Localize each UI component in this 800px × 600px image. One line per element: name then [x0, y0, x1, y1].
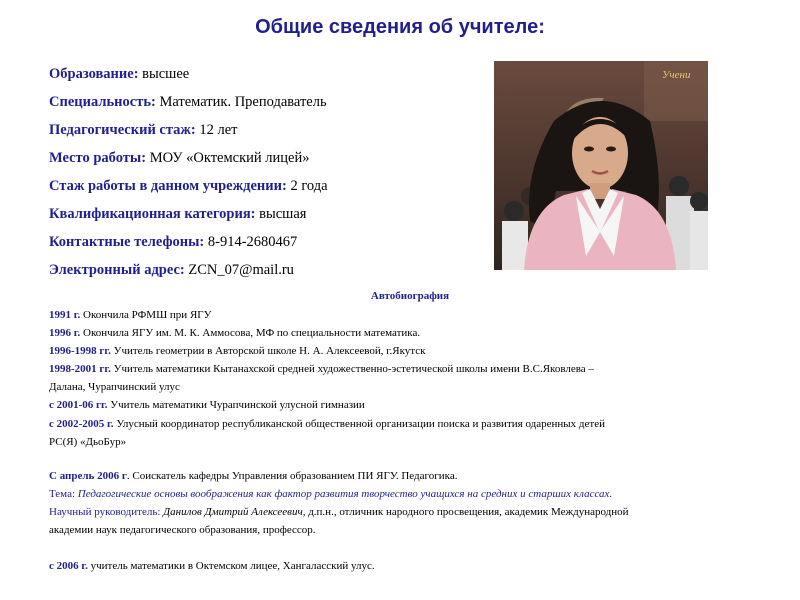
bio-text: Окончила ЯГУ им. М. К. Аммосова, МФ по специальности математика.: [80, 327, 421, 340]
photo-caption: Учени: [662, 69, 691, 81]
info-label: Специальность:: [49, 94, 156, 110]
theme-label: Тема:: [49, 487, 76, 500]
spacer: [49, 539, 769, 557]
info-row-specialty: [49, 92, 479, 120]
info-label: Стаж работы в данном учреждении:: [49, 178, 287, 194]
bio-text: Учитель геометрии в Авторской школе Н. А. Алексеевой, г.Якутск: [110, 345, 426, 358]
info-row-education: [49, 64, 479, 92]
info-label: Электронный адрес:: [49, 262, 185, 278]
advisor-credentials-continued: академии наук педагогического образования, профессор.: [49, 524, 316, 537]
bio-entry: [49, 324, 769, 342]
bio-year: 1996 г.: [49, 327, 81, 340]
bio-year: 1998-2001 гг.: [49, 363, 111, 376]
info-label: Контактные телефоны:: [49, 234, 205, 250]
bio-research-theme: [49, 485, 769, 503]
bio-text: Учитель математики Кытанахской средней художественно-эстетической школы имени В.С.Яковлева –: [110, 363, 594, 376]
bio-year: С апрель 2006 г: [49, 469, 127, 482]
advisor-label: Научный руководитель:: [49, 505, 161, 518]
bio-entry-research: [49, 467, 769, 485]
info-label: Образование:: [49, 66, 139, 82]
bio-entry: [49, 360, 769, 378]
bio-text: РС(Я) «ДьоБур»: [49, 435, 127, 448]
bio-year: с 2002-2005 г.: [49, 417, 114, 430]
bio-entry: [49, 306, 769, 324]
info-row-tenure: [49, 176, 479, 204]
bio-research-advisor: [49, 503, 769, 521]
info-value: 8-914-2680467: [204, 234, 298, 250]
theme-text: Педагогические основы воображения как фактор развития творчество учащихся на средних и старших классах.: [75, 487, 613, 500]
bio-research-advisor-continued: [49, 521, 769, 539]
bio-entry: [49, 396, 769, 414]
portrait-image: [494, 61, 708, 270]
bio-year: с 2001-06 гг.: [49, 399, 108, 412]
advisor-credentials: д.п.н., отличник народного просвещения, академик Международной: [305, 505, 629, 518]
bio-text: Далана, Чурапчинский улус: [49, 381, 180, 394]
info-value: МОУ «Октемский лицей»: [146, 150, 310, 166]
bio-text: Учитель математики Чурапчинской улусной гимназии: [107, 399, 365, 412]
autobiography-heading: Автобиография: [370, 290, 450, 302]
spacer: [49, 451, 769, 467]
info-row-experience: [49, 120, 479, 148]
bio-text: учитель математики в Октемском лицее, Хангаласский улус.: [87, 560, 375, 573]
info-row-category: [49, 204, 479, 232]
info-label: Квалификационная категория:: [49, 206, 256, 222]
bio-entry: [49, 415, 769, 433]
autobiography: [49, 306, 769, 575]
info-value: высшая: [255, 206, 307, 222]
teacher-photo: [494, 61, 708, 270]
info-value: Математик. Преподаватель: [155, 94, 327, 110]
advisor-name: Данилов Дмитрий Алексеевич,: [160, 505, 306, 518]
bio-text: Улусный координатор республиканской общественной организации поиска и развития одаренных детей: [113, 417, 605, 430]
bio-entry: [49, 342, 769, 360]
info-label: Место работы:: [49, 150, 147, 166]
info-row-workplace: [49, 148, 479, 176]
bio-entry-continued: [49, 433, 769, 451]
page-title: Общие сведения об учителе:: [255, 16, 545, 38]
bio-entry-current: [49, 557, 769, 575]
info-value: высшее: [138, 66, 190, 82]
info-row-phone: [49, 232, 479, 260]
info-list: [49, 64, 479, 288]
info-value: ZCN_07@mail.ru: [184, 262, 294, 278]
bio-text: Окончила РФМШ при ЯГУ: [80, 309, 212, 321]
info-value: 12 лет: [195, 122, 238, 138]
info-value: 2 года: [286, 178, 328, 194]
bio-entry-continued: [49, 378, 769, 396]
info-row-email: [49, 260, 479, 288]
bio-text: . Соискатель кафедры Управления образованием ПИ ЯГУ. Педагогика.: [126, 469, 458, 482]
info-label: Педагогический стаж:: [49, 122, 196, 138]
bio-year: 1996-1998 гг.: [49, 345, 111, 358]
bio-year: 1991 г.: [49, 309, 81, 321]
bio-year: с 2006 г.: [49, 560, 88, 573]
